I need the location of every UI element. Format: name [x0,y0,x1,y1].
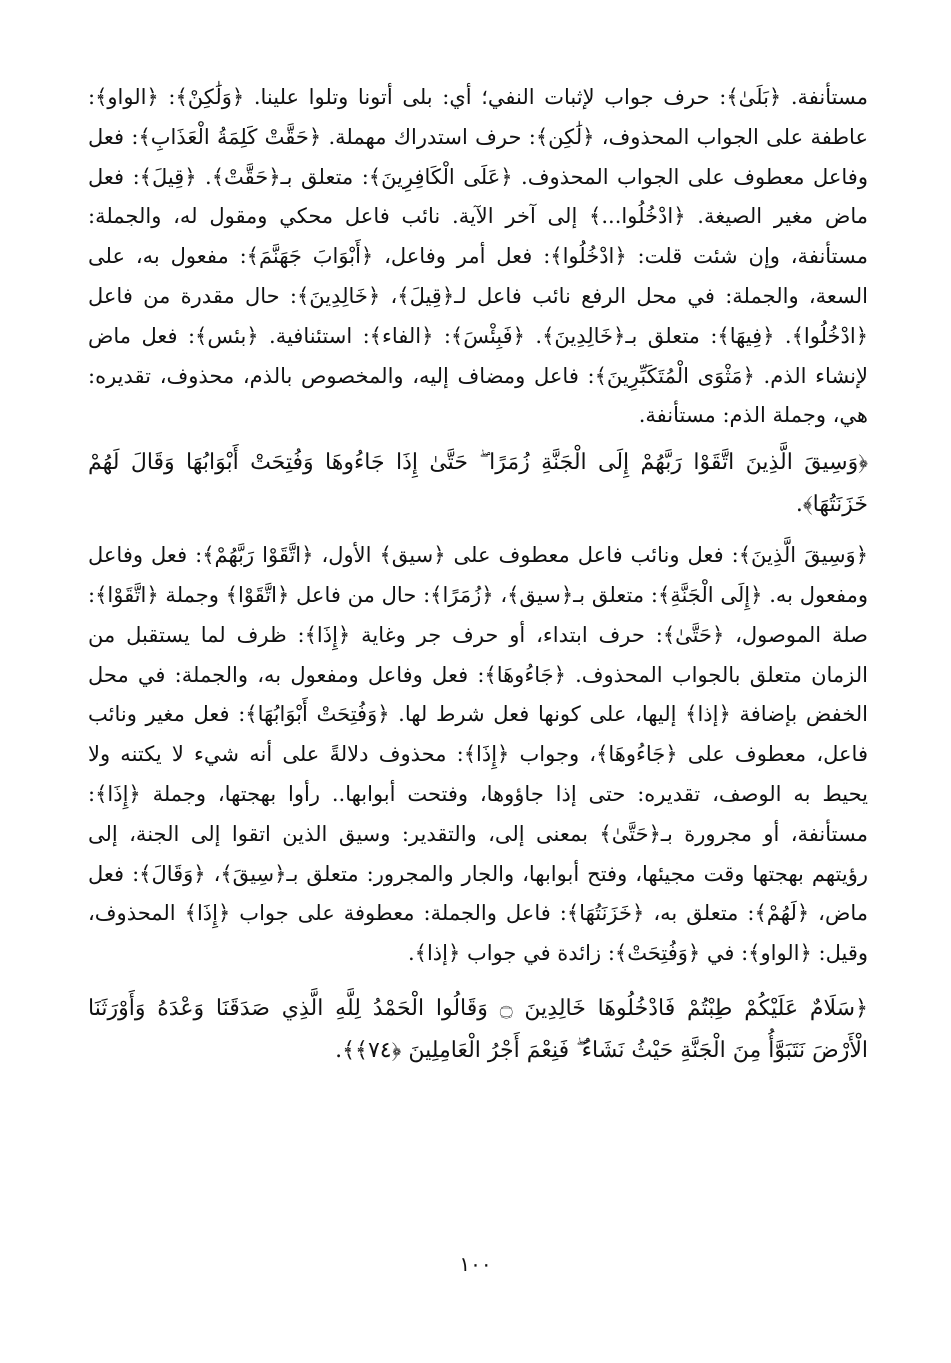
commentary-paragraph-2: ﴿وَسِيقَ الَّذِينَ﴾: فعل ونائب فاعل معطوف على ﴿سيق﴾ الأول، ﴿اتَّقَوْا رَبَّهُمْ﴾: فعل وفاعل ومفعول به. ﴿إِلَى الْجَنَّةِ﴾: متعلق بـ﴿سيق﴾، ﴿زُمَرًا﴾: حال من فاعل ﴿اتَّقَوْا﴾ وجملة ﴿اتَّقَوْا﴾: صلة الموصول، ﴿حَتَّىٰ﴾: حرف ابتداء، أو حرف جر وغاية ﴿إِذَا﴾: ظرف لما يستقبل من الزمان متعلق بالجواب المحذوف. ﴿جَاءُوهَا﴾: فعل وفاعل ومفعول به، والجملة: في محل الخفض بإضافة ﴿إذا﴾ إليها، على كونها فعل شرط لها. ﴿وَفُتِحَتْ أَبْوَابُهَا﴾: فعل مغير ونائب فاعل، معطوف على ﴿جَاءُوهَا﴾، وجواب ﴿إِذَا﴾: محذوف دلالةً على أنه شيء لا يكتنه ولا يحيط به الوصف، تقديره: حتى إذا جاؤوها، وفتحت أبوابها.. رأوا بهجتها، وجملة ﴿إِذَا﴾: مستأنفة، أو مجرورة بـ﴿حَتَّىٰ﴾ بمعنى إلى، والتقدير: وسيق الذين اتقوا إلى الجنة، إلى رؤيتهم بهجتها وقت مجيئها، وفتح أبوابها، والجار والمجرور: متعلق بـ﴿سِيقَ﴾، ﴿وَقَالَ﴾: فعل ماض، ﴿لَهُمْ﴾: متعلق به، ﴿خَزَنَتُهَا﴾: فاعل والجملة: معطوفة على جواب ﴿إِذَا﴾ المحذوف، وقيل: ﴿الواو﴾: في ﴿وَفُتِحَتْ﴾: زائدة في جواب ﴿إذا﴾. [88,543,869,966]
quran-verse-1: ﴿وَسِيقَ الَّذِينَ اتَّقَوْا رَبَّهُمْ إِلَى الْجَنَّةِ زُمَرًا ۖ حَتَّىٰ إِذَا جَاءُوهَا وَفُتِحَتْ أَبْوَابُهَا وَقَالَ لَهُمْ خَزَنَتُهَا﴾. [88,450,868,518]
page-body [88,78,868,1072]
quran-verse-2: ﴿سَلَامٌ عَلَيْكُمْ طِبْتُمْ فَادْخُلُوهَا خَالِدِينَ ۝ وَقَالُوا الْحَمْدُ لِلَّهِ الَّذِي صَدَقَنَا وَعْدَهُ وَأَوْرَثَنَا الْأَرْضَ نَتَبَوَّأُ مِنَ الْجَنَّةِ حَيْثُ نَشَاءُ ۖ فَنِعْمَ أَجْرُ الْعَامِلِينَ ﴿٧٤﴾﴾. [88,995,868,1063]
page-number: ١٠٠ [459,1252,492,1276]
commentary-paragraph-1: مستأنفة. ﴿بَلَىٰ﴾: حرف جواب لإثبات النفي؛ أي: بلى أتونا وتلوا علينا. ﴿وَلَٰكِنْ﴾: ﴿الواو﴾: عاطفة على الجواب المحذوف، ﴿لَٰكِن﴾: حرف استدراك مهملة. ﴿حَقَّتْ كَلِمَةُ الْعَذَابِ﴾: فعل وفاعل معطوف على الجواب المحذوف. ﴿عَلَى الْكَافِرِينَ﴾: متعلق بـ﴿حَقَّتْ﴾. ﴿قِيلَ﴾: فعل ماض مغير الصيغة. ﴿ادْخُلُوا...﴾ إلى آخر الآية. نائب فاعل محكي ومقول له، والجملة: مستأنفة، وإن شئت قلت: ﴿ادْخُلُوا﴾: فعل أمر وفاعل، ﴿أَبْوَابَ جَهَنَّمَ﴾: مفعول به، على السعة، والجملة: في محل الرفع نائب فاعل لـ﴿قِيلَ﴾، ﴿خَالِدِينَ﴾: حال مقدرة من فاعل ﴿ادْخُلُوا﴾. ﴿فِيهَا﴾: متعلق بـ﴿خَالِدِينَ﴾. ﴿فَبِئْسَ﴾: ﴿الفاء﴾: استئنافية. ﴿بئس﴾: فعل ماض لإنشاء الذم. ﴿مَثْوَى الْمُتَكَبِّرِينَ﴾: فاعل ومضاف إليه، والمخصوص بالذم، محذوف، تقديره: هي، وجملة الذم: مستأنفة. [88,85,868,428]
